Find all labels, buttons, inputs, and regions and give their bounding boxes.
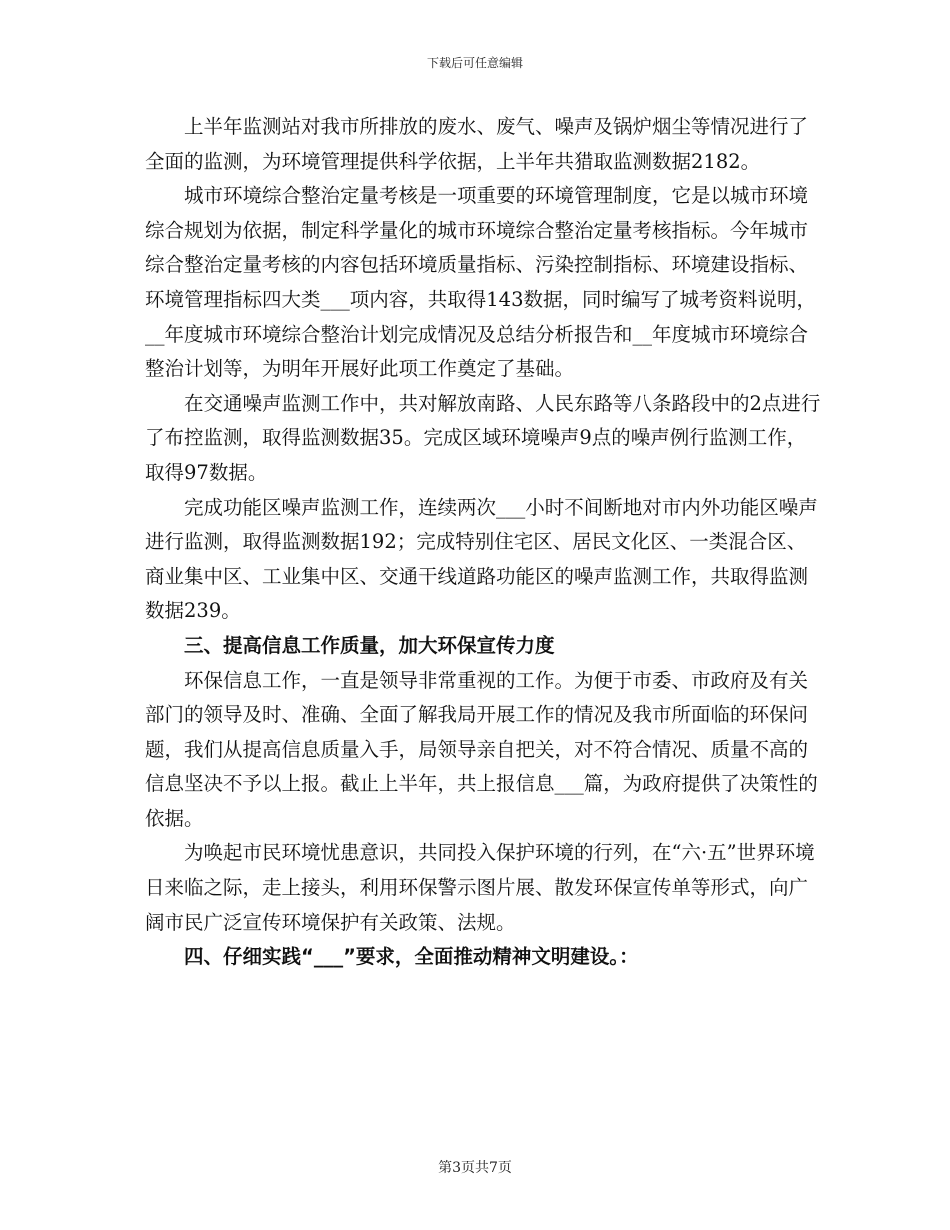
section-heading-4: 四、仔细实践“___”要求，全面推动精神文明建设。： <box>184 945 639 969</box>
page-header: 下载后可任意编辑 <box>426 56 523 70</box>
paragraph-monitoring-data: 上半年监测站对我市所排放的废水、废气、噪声及锅炉烟尘等情况进行了全面的监测，为环境管理提供科学依据，上半年共猎取监测数据2182。 <box>145 115 809 173</box>
section-heading-3: 三、提高信息工作质量，加大环保宣传力度 <box>184 633 555 657</box>
paragraph-city-assessment: 城市环境综合整治定量考核是一项重要的环境管理制度，它是以城市环境综合规划为依据，制定科学量化的城市环境综合整治定量考核指标。今年城市综合整治定量考核的内容包括环境质量指标、污染控制指标、环境建设指标、环境管理指标四大类___项内容，共取得143数据，同时编写了城考资料说明，__年度城市环境综合整治计划完成情况及总结分析报告和__年度城市环境综合整治计划等，为明年开展好此项工作奠定了基础。 <box>145 184 816 381</box>
page-footer: 第3页共7页 <box>438 1160 512 1176</box>
paragraph-information-work: 环保信息工作，一直是领导非常重视的工作。为便于市委、市政府及有关部门的领导及时、准确、全面了解我局开展工作的情况及我市所面临的环保问题，我们从提高信息质量入手，局领导亲自把关，对不符合情况、质量不高的信息坚决不予以上报。截止上半年，共上报信息___篇，为政府提供了决策性的依据。 <box>145 668 818 830</box>
paragraph-traffic-noise: 在交通噪声监测工作中，共对解放南路、人民东路等八条路段中的2点进行了布控监测，取得监测数据35。完成区域环境噪声9点的噪声例行监测工作，取得97数据。 <box>145 391 821 484</box>
paragraph-environment-day: 为唤起市民环境忧患意识，共同投入保护环境的行列，在“六·五”世界环境日来临之际，走上接头，利用环保警示图片展、散发环保宣传单等形式，向广阔市民广泛宣传环境保护有关政策、法规。 <box>145 841 815 934</box>
document-body <box>145 110 825 975</box>
paragraph-functional-zone-noise: 完成功能区噪声监测工作，连续两次___小时不间断地对市内外功能区噪声进行监测，取得监测数据192；完成特别住宅区、居民文化区、一类混合区、商业集中区、工业集中区、交通干线道路功能区的噪声监测工作，共取得监测数据239。 <box>145 495 818 623</box>
